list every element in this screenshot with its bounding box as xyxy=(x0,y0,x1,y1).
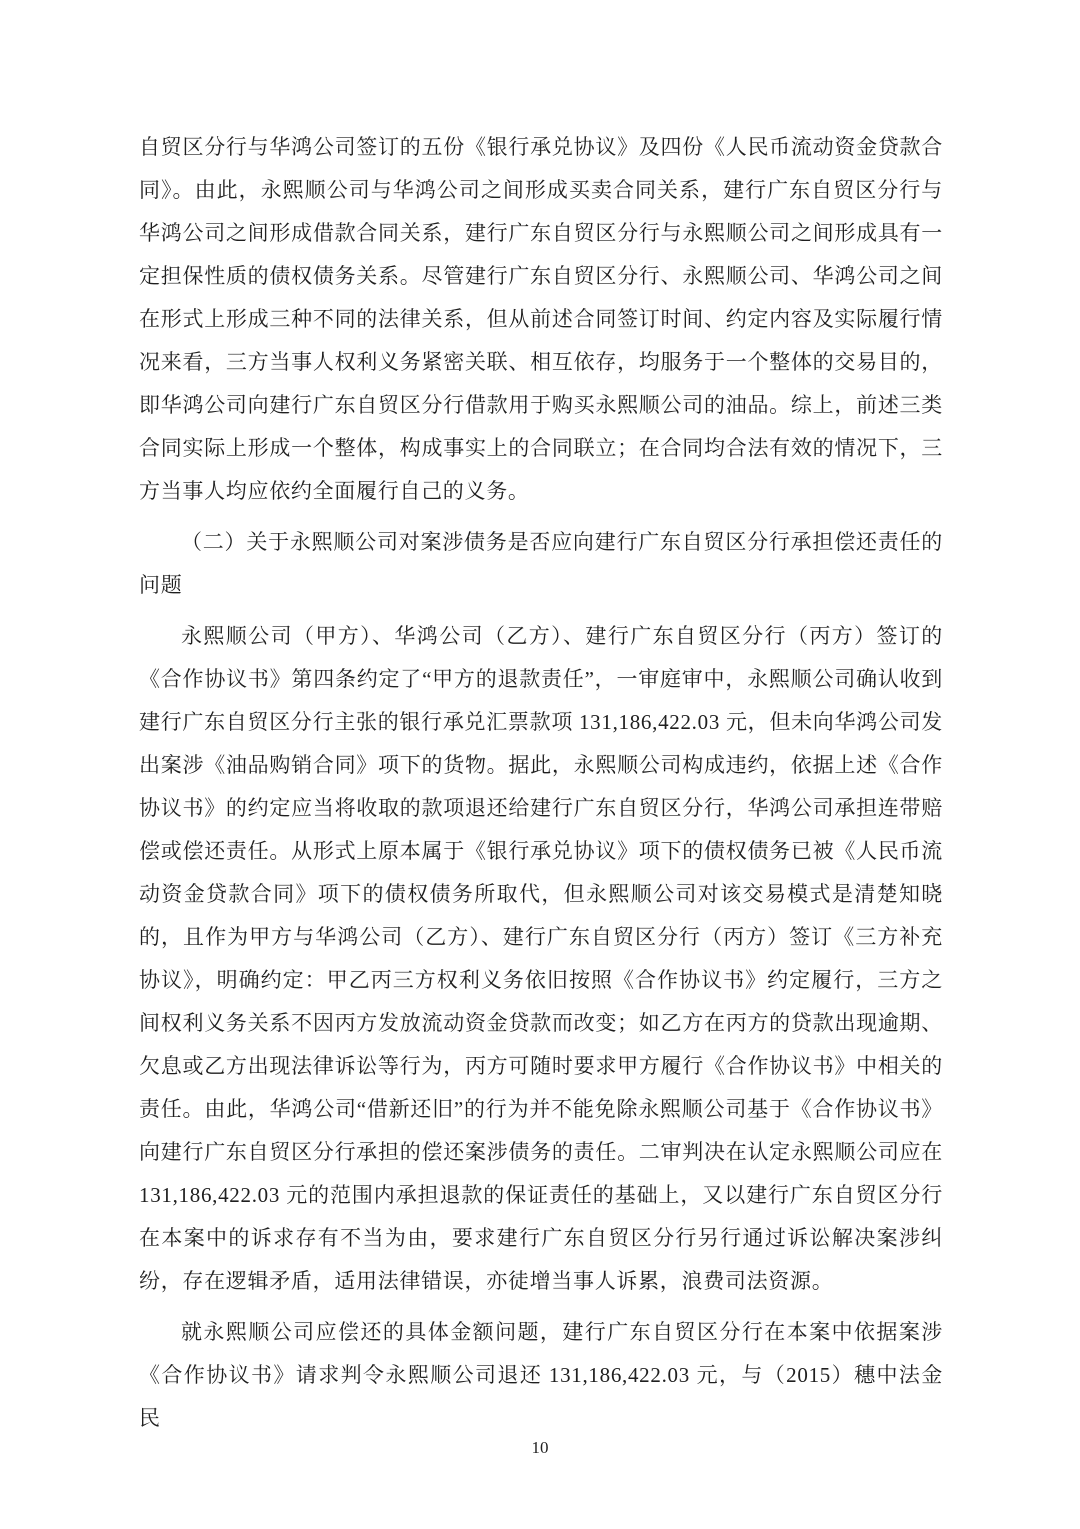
document-body xyxy=(139,126,943,1448)
paragraph-repayment-liability-analysis: 永熙顺公司（甲方）、华鸿公司（乙方）、建行广东自贸区分行（丙方）签订的《合作协议书》第四条约定了“甲方的退款责任”，一审庭审中，永熙顺公司确认收到建行广东自贸区分行主张的银行承兑汇票款项 131,186,422.03 元，但未向华鸿公司发出案涉《油品购销合同》项下的货物。据此，永熙顺公司构成违约，依据上述《合作协议书》的约定应当将收取的款项退还给建行广东自贸区分行，华鸿公司承担连带赔偿或偿还责任。从形式上原本属于《银行承兑协议》项下的债权债务已被《人民币流动资金贷款合同》项下的债权债务所取代，但永熙顺公司对该交易模式是清楚知晓的，且作为甲方与华鸿公司（乙方）、建行广东自贸区分行（丙方）签订《三方补充协议》，明确约定：甲乙丙三方权利义务依旧按照《合作协议书》约定履行，三方之间权利义务关系不因丙方发放流动资金贷款而改变；如乙方在丙方的贷款出现逾期、欠息或乙方出现法律诉讼等行为，丙方可随时要求甲方履行《合作协议书》中相关的责任。由此，华鸿公司“借新还旧”的行为并不能免除永熙顺公司基于《合作协议书》向建行广东自贸区分行承担的偿还案涉债务的责任。二审判决在认定永熙顺公司应在 131,186,422.03 元的范围内承担退款的保证责任的基础上，又以建行广东自贸区分行在本案中的诉求存有不当为由，要求建行广东自贸区分行另行通过诉讼解决案涉纠纷，存在逻辑矛盾，适用法律错误，亦徒增当事人诉累，浪费司法资源。 xyxy=(139,624,943,1293)
paragraph-continuation-contract-relations: 自贸区分行与华鸿公司签订的五份《银行承兑协议》及四份《人民币流动资金贷款合同》。由此，永熙顺公司与华鸿公司之间形成买卖合同关系，建行广东自贸区分行与华鸿公司之间形成借款合同关系，建行广东自贸区分行与永熙顺公司之间形成具有一定担保性质的债权债务关系。尽管建行广东自贸区分行、永熙顺公司、华鸿公司之间在形式上形成三种不同的法律关系，但从前述合同签订时间、约定内容及实际履行情况来看，三方当事人权利义务紧密关联、相互依存，均服务于一个整体的交易目的，即华鸿公司向建行广东自贸区分行借款用于购买永熙顺公司的油品。综上，前述三类合同实际上形成一个整体，构成事实上的合同联立；在合同均合法有效的情况下，三方当事人均应依约全面履行自己的义务。 xyxy=(139,135,943,503)
paragraph-repayment-amount: 就永熙顺公司应偿还的具体金额问题，建行广东自贸区分行在本案中依据案涉《合作协议书》请求判令永熙顺公司退还 131,186,422.03 元，与（2015）穗中法金民 xyxy=(139,1320,943,1430)
section-heading-issue-two: （二）关于永熙顺公司对案涉债务是否应向建行广东自贸区分行承担偿还责任的问题 xyxy=(139,530,943,597)
page-number: 10 xyxy=(531,1438,549,1457)
